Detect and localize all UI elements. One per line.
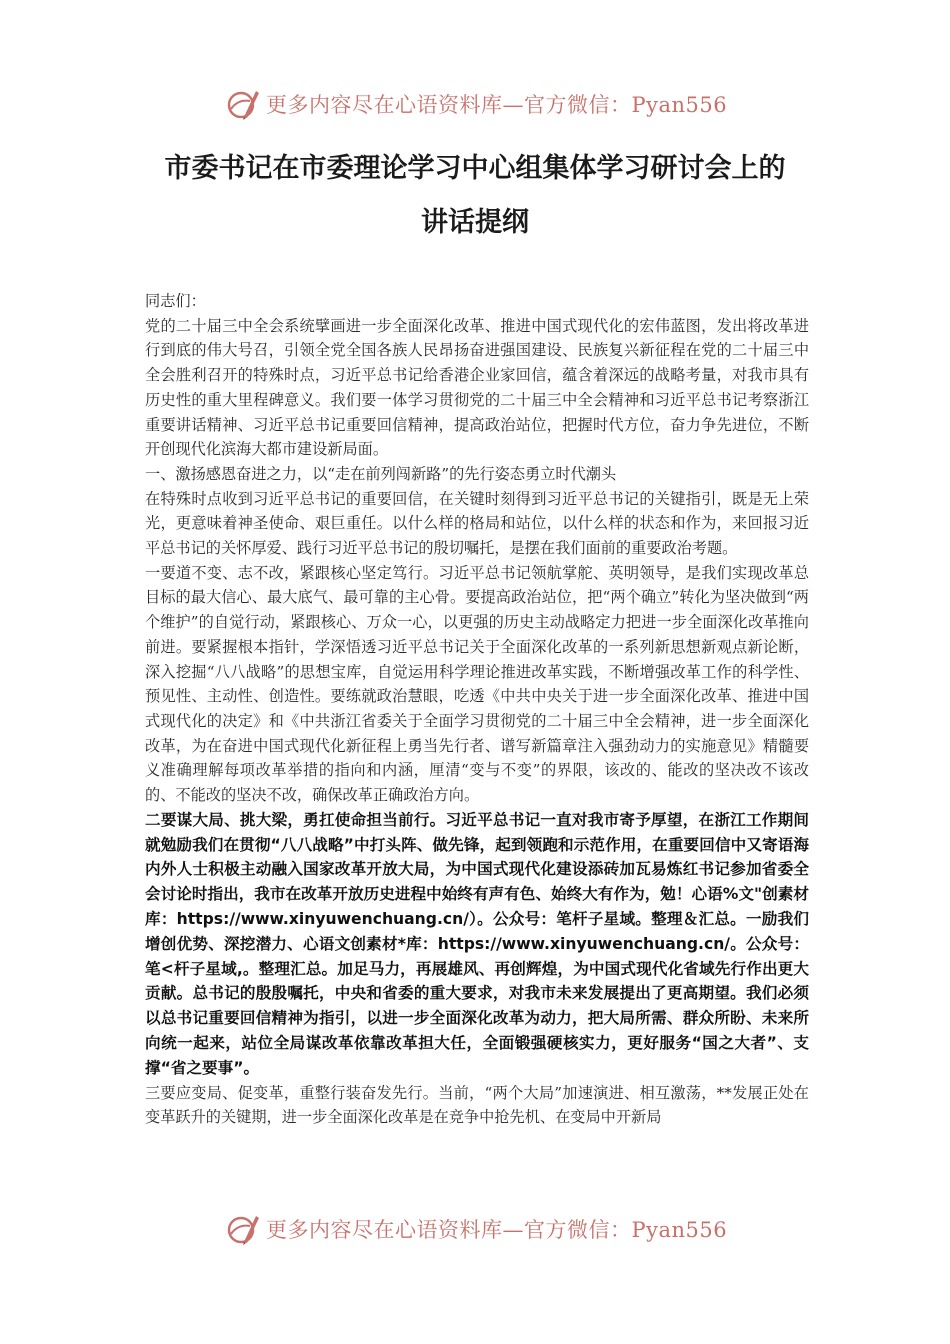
document-body [145,289,809,1130]
header-banner [226,86,746,122]
brush-pen-logo-icon [226,87,260,121]
footer-banner [226,1211,746,1247]
banner-text: 更多内容尽在心语资料库—官方微信：Pyan556 [266,1218,728,1242]
paragraph: 三要应变局、促变革，重整行装奋发先行。当前，“两个大局”加速演进、相互激荡，**发展正处在变革跃升的关键期，进一步全面深化改革是在竞争中抢先机、在变局中开新局 [145,1083,809,1127]
document-title [100,142,850,250]
title-line-2: 讲话提纲 [421,207,529,238]
banner-text: 更多内容尽在心语资料库—官方微信：Pyan556 [266,93,728,117]
salutation: 同志们： [145,292,206,310]
paragraph: 一要道不变、志不改，紧跟核心坚定笃行。习近平总书记领航掌舵、英明领导，是我们实现改革总目标的最大信心、最大底气、最可靠的主心骨。要提高政治站位，把“两个确立”转化为坚决做到“两个维护”的自觉行动，紧跟核心、万众一心，以更强的历史主动战略定力把进一步全面深化改革推向前进。要紧握根本指针，学深悟透习近平总书记关于全面深化改革的一系列新思想新观点新论断，深入挖掘“八八战略”的思想宝库，自觉运用科学理论推进改革实践，不断增强改革工作的科学性、预见性、主动性、创造性。要练就政治慧眼，吃透《中共中央关于进一步全面深化改革、推进中国式现代化的决定》和《中共浙江省委关于全面学习贯彻党的二十届三中全会精神，进一步全面深化改革，为在奋进中国式现代化新征程上勇当先行者、谱写新篇章注入强劲动力的实施意见》精髓要义准确理解每项改革举措的指向和内涵，厘清“变与不变”的界限，该改的、能改的坚决改不该改的、不能改的坚决不改，确保改革正确政治方向。 [145,563,809,805]
paragraph-intro: 党的二十届三中全会系统擘画进一步全面深化改革、推进中国式现代化的宏伟蓝图，发出将改革进行到底的伟大号召，引领全党全国各族人民昂扬奋进强国建设、民族复兴新征程在党的二十届三中全会胜利召开的特殊时点，习近平总书记给香港企业家回信，蕴含着深远的战略考量，对我市具有历史性的重大里程碑意义。我们要一体学习贯彻党的二十届三中全会精神和习近平总书记考察浙江重要讲话精神、习近平总书记重要回信精神，提高政治站位，把握时代方位，奋力争先进位，不断开创现代化滨海大都市建设新局面。 [145,316,809,459]
paragraph-bold: 二要谋大局、挑大梁，勇扛使命担当前行。习近平总书记一直对我市寄予厚望，在浙江工作期间就勉励我们在贯彻“八八战略”中打头阵、做先锋，起到领跑和示范作用，在重要回信中又寄语海内外人士积极主动融入国家改革开放大局，为中国式现代化建设添砖加瓦易炼红书记参加省委全会讨论时指出，我市在改革开放历史进程中始终有声有色、始终大有作为，勉！心语%文"创素材库：https://www.xinyuwenchuang.cn/）。公众号：笔杆子星域。整理＆汇总。一励我们增创优势、深挖潜力、心语文创素材*库：https://www.xinyuwenchuang.cn/。公众号：笔<杆子星域,。整理汇总。加足马力，再展雄风、再创辉煌，为中国式现代化省域先行作出更大贡献。总书记的殷殷嘱托，中央和省委的重大要求，对我市未来发展提出了更高期望。我们必须以总书记重要回信精神为指引，以进一步全面深化改革为动力，把大局所需、群众所盼、未来所向统一起来，站位全局谋改革依靠改革担大任，全面锻强硬核实力，更好服务“国之大者”、支撑“省之要事”。 [145,810,809,1077]
paragraph: 在特殊时点收到习近平总书记的重要回信，在关键时刻得到习近平总书记的关键指引，既是无上荣光，更意味着神圣使命、艰巨重任。以什么样的格局和站位，以什么样的状态和作为，来回报习近平总书记的关怀厚爱、践行习近平总书记的殷切嘱托，是摆在我们面前的重要政治考题。 [145,489,809,558]
section-heading-1: 一、激扬感恩奋进之力，以“走在前列闯新路”的先行姿态勇立时代潮头 [145,464,617,483]
brush-pen-logo-icon [226,1212,260,1246]
title-line-1: 市委书记在市委理论学习中心组集体学习研讨会上的 [164,153,786,184]
